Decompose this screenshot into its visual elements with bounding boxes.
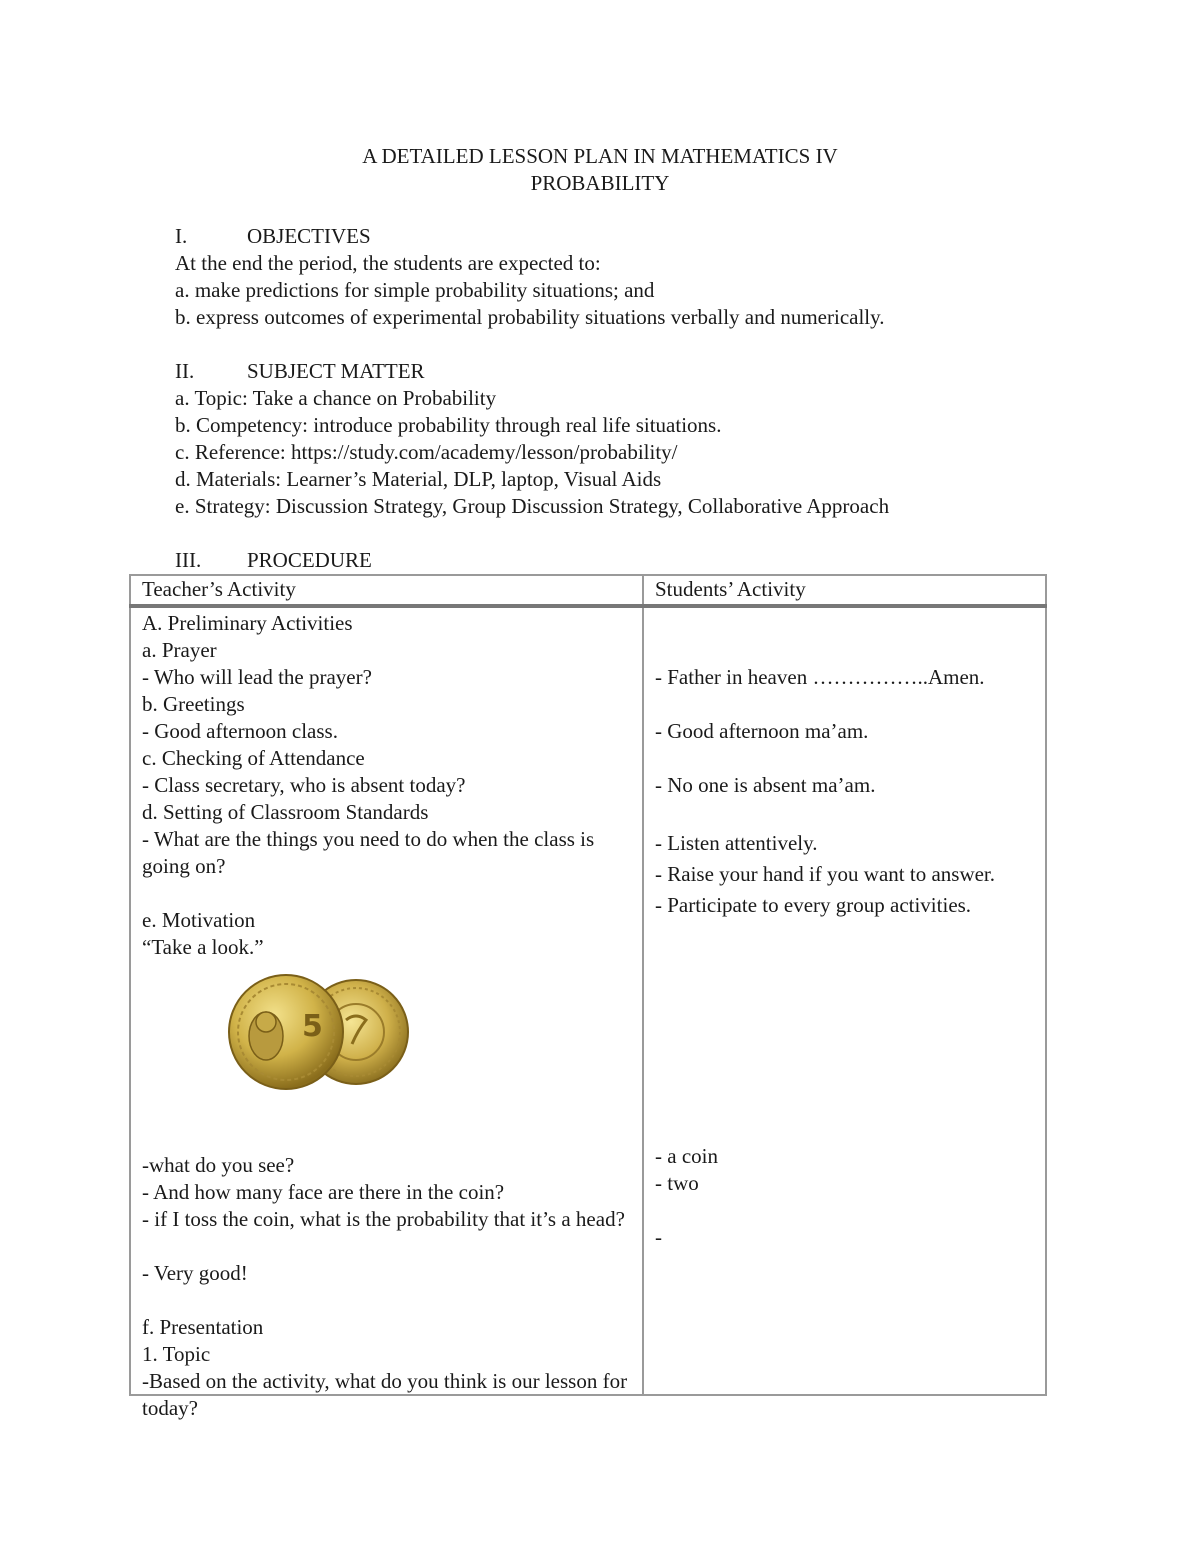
procedure-table <box>129 574 1047 1420</box>
teacher-line: a. Prayer <box>142 638 217 662</box>
coin-front-icon <box>229 975 343 1089</box>
student-line: - Good afternoon ma’am. <box>655 719 869 743</box>
coin-denomination: 5 <box>302 1009 323 1044</box>
section-numeral: III. <box>175 548 202 572</box>
section-numeral: II. <box>175 359 195 383</box>
subject-matter-item: a. Topic: Take a chance on Probability <box>175 386 497 410</box>
section-heading: PROCEDURE <box>247 548 372 572</box>
teacher-line: f. Presentation <box>142 1315 264 1339</box>
subject-matter-section <box>175 358 1075 520</box>
objectives-heading <box>175 223 1075 250</box>
students-activity-header: Students’ Activity <box>643 575 1046 606</box>
teacher-line: - Who will lead the prayer? <box>142 665 372 689</box>
objective-item: a. make predictions for simple probability situations; and <box>175 278 655 302</box>
section-heading: OBJECTIVES <box>247 224 371 248</box>
subject-matter-item: d. Materials: Learner’s Material, DLP, laptop, Visual Aids <box>175 467 662 491</box>
student-line: - Father in heaven ……………..Amen. <box>655 665 985 689</box>
student-line: - No one is absent ma’am. <box>655 773 876 797</box>
subject-matter-item: b. Competency: introduce probability through real life situations. <box>175 413 722 437</box>
student-line: - a coin <box>655 1144 718 1168</box>
teacher-line: - Good afternoon class. <box>142 719 338 743</box>
teacher-line: b. Greetings <box>142 692 245 716</box>
table-row <box>130 606 1046 1395</box>
coin-pair-icon <box>228 970 412 1094</box>
teacher-line: 1. Topic <box>142 1342 211 1366</box>
subject-matter-item: e. Strategy: Discussion Strategy, Group Discussion Strategy, Collaborative Approach <box>175 494 890 518</box>
teacher-line: - And how many face are there in the coin? <box>142 1180 505 1204</box>
teacher-line: - Very good! <box>142 1261 248 1285</box>
teacher-line: e. Motivation <box>142 908 256 932</box>
section-numeral: I. <box>175 224 188 248</box>
title-line-1: A DETAILED LESSON PLAN IN MATHEMATICS IV <box>362 144 838 168</box>
teacher-line: - Class secretary, who is absent today? <box>142 773 466 797</box>
teacher-line: c. Checking of Attendance <box>142 746 365 770</box>
teacher-activity-cell <box>130 606 643 1420</box>
students-activity-cell <box>643 606 1046 1395</box>
teacher-line: d. Setting of Classroom Standards <box>142 800 429 824</box>
procedure-section <box>175 547 1075 574</box>
student-line: - two <box>655 1171 699 1195</box>
objective-item: b. express outcomes of experimental probability situations verbally and numerically. <box>175 305 885 329</box>
teacher-line: - if I toss the coin, what is the probability that it’s a head? <box>142 1207 625 1231</box>
objectives-section <box>175 223 1075 331</box>
teacher-line: “Take a look.” <box>142 935 264 959</box>
subject-matter-heading <box>175 358 1075 385</box>
document-title <box>0 143 1200 197</box>
objectives-intro: At the end the period, the students are expected to: <box>175 251 601 275</box>
student-line: - <box>655 1225 662 1249</box>
subject-matter-item: c. Reference: https://study.com/academy/lesson/probability/ <box>175 440 678 464</box>
teacher-line: -what do you see? <box>142 1153 295 1177</box>
title-line-2: PROBABILITY <box>530 171 670 195</box>
teacher-line: - What are the things you need to do when the class is going on? <box>142 827 595 878</box>
student-line: - Raise your hand if you want to answer. <box>655 862 996 886</box>
teacher-line: A. Preliminary Activities <box>142 611 353 635</box>
section-heading: SUBJECT MATTER <box>247 359 425 383</box>
table-header-row <box>130 575 1046 606</box>
procedure-heading <box>175 547 1075 574</box>
student-line: - Listen attentively. <box>655 831 818 855</box>
teacher-line: -Based on the activity, what do you think is our lesson for today? <box>142 1369 628 1420</box>
teacher-activity-header: Teacher’s Activity <box>130 575 643 606</box>
student-line: - Participate to every group activities. <box>655 893 972 917</box>
